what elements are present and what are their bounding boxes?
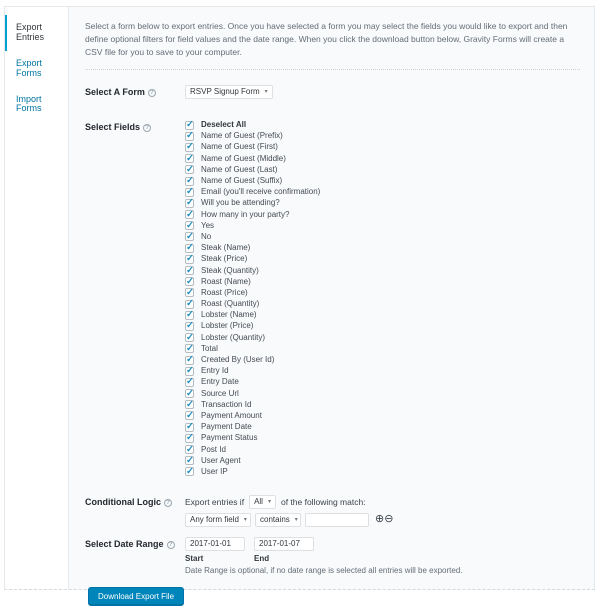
sidebar-tab-list [5,15,68,122]
field-checkbox-checked[interactable] [185,423,194,432]
field-row [185,466,320,477]
match-type-select[interactable] [249,495,276,509]
help-icon[interactable]: ? [164,499,172,507]
field-label: User Agent [201,455,241,465]
field-label: Lobster (Name) [201,310,257,320]
select-form-label-text: Select A Form [85,86,145,97]
field-row [185,410,320,421]
export-page-container [4,6,595,601]
deselect-all-label: Deselect All [201,120,247,130]
add-rule-icon[interactable]: ⊕ [375,513,385,526]
field-checkbox-checked[interactable] [185,311,194,320]
field-label: User IP [201,466,228,476]
field-checkbox-checked[interactable] [185,445,194,454]
field-row [185,142,320,153]
field-label: Payment Amount [201,410,262,420]
export-fields-list [185,120,320,478]
field-row [185,276,320,287]
field-row [185,175,320,186]
form-select-dropdown[interactable] [185,85,273,99]
field-checkbox-checked[interactable] [185,165,194,174]
field-checkbox-checked[interactable] [185,266,194,275]
select-form-row [85,85,580,99]
date-inputs [185,537,463,551]
field-label: Created By (User Id) [201,355,275,365]
conditional-logic-row [85,495,580,527]
field-label: Email (you'll receive confirmation) [201,187,321,197]
field-row [185,399,320,410]
field-checkbox-checked[interactable] [185,400,194,409]
field-checkbox-checked[interactable] [185,434,194,443]
field-checkbox-checked[interactable] [185,232,194,241]
field-checkbox-checked[interactable] [185,199,194,208]
field-label: Steak (Price) [201,254,248,264]
filter-value-input[interactable] [305,513,369,527]
field-label: Steak (Name) [201,243,251,253]
deselect-all-row [185,120,320,131]
intro-text: Select a form below to export entries. Once you have selected a form you may select the fields you would like to export and then define optional filters for field values and the date range. When you click the download button below, Gravity Forms will create a CSV file for you to save to your computer. [85,21,568,58]
field-label: Post Id [201,444,226,454]
end-date-input[interactable] [254,537,314,551]
filter-operator-select[interactable] [255,513,301,527]
field-label: Name of Guest (Middle) [201,153,286,163]
field-label: Entry Date [201,377,239,387]
field-row [185,231,320,242]
field-row [185,220,320,231]
field-checkbox-checked[interactable] [185,132,194,141]
field-label: Name of Guest (Suffix) [201,176,283,186]
date-range-row [85,537,580,575]
field-label: Payment Date [201,422,252,432]
field-checkbox-checked[interactable] [185,467,194,476]
field-label: Transaction Id [201,399,252,409]
field-row [185,332,320,343]
help-icon[interactable]: ? [143,124,151,132]
field-row [185,265,320,276]
field-label: Roast (Name) [201,276,251,286]
filter-field-select[interactable] [185,513,251,527]
select-fields-label [85,120,185,132]
field-row [185,377,320,388]
field-row [185,366,320,377]
field-label: Steak (Quantity) [201,265,259,275]
field-checkbox-checked[interactable] [185,277,194,286]
section-divider [85,69,580,70]
chevron-down-icon: ▾ [243,517,247,524]
field-checkbox-checked[interactable] [185,344,194,353]
logic-suffix-text: of the following match: [280,496,366,507]
field-label: Lobster (Price) [201,321,254,331]
field-row [185,388,320,399]
field-label: Name of Guest (Last) [201,164,278,174]
chevron-down-icon: ▾ [264,89,268,96]
field-row [185,164,320,175]
field-checkbox-checked[interactable] [185,411,194,420]
field-row [185,243,320,254]
field-checkbox-checked[interactable] [185,356,194,365]
end-label: End [254,553,270,563]
logic-prefix-text: Export entries if [185,496,245,507]
field-row [185,299,320,310]
select-form-label [85,85,185,97]
field-label: Name of Guest (Prefix) [201,131,283,141]
field-checkbox-checked[interactable] [185,322,194,331]
field-label: Lobster (Quantity) [201,332,266,342]
logic-filter-line [185,513,393,527]
sidebar-tab-export-forms[interactable]: Export Forms [16,57,43,78]
field-label: Will you be attending? [201,198,280,208]
field-checkbox-checked[interactable] [185,143,194,152]
field-row [185,354,320,365]
field-label: Total [201,343,218,353]
field-label: No [201,231,212,241]
field-checkbox-checked[interactable] [185,244,194,253]
help-icon[interactable]: ? [148,89,156,97]
field-checkbox-checked[interactable] [185,333,194,342]
sidebar-tab-export-entries[interactable]: Export Entries [5,15,68,51]
field-row [185,455,320,466]
date-range-controls [185,537,463,575]
field-row [185,187,320,198]
field-checkbox-checked[interactable] [185,367,194,376]
field-row [185,433,320,444]
download-export-file-button[interactable]: Download Export File [88,587,184,606]
deselect-all-checkbox[interactable] [185,121,194,130]
date-range-note: Date Range is optional, if no date range is selected all entries will be exported. [185,565,463,575]
chevron-down-icon: ▾ [267,499,271,506]
help-icon[interactable]: ? [167,541,175,549]
field-label: Source Url [201,388,239,398]
conditional-logic-controls [185,495,393,527]
start-date-input[interactable] [185,537,245,551]
logic-match-line [185,495,393,509]
start-label: Start [185,553,204,563]
field-label: How many in your party? [201,209,290,219]
field-checkbox-checked[interactable] [185,188,194,197]
field-checkbox-checked[interactable] [185,300,194,309]
field-row [185,153,320,164]
field-row [185,343,320,354]
match-type-value: All [254,497,263,507]
field-checkbox-checked[interactable] [185,389,194,398]
remove-rule-icon[interactable]: ⊖ [384,513,394,526]
sidebar-tab-import-forms[interactable]: Import Forms [16,93,42,114]
settings-sidebar [5,7,69,589]
field-checkbox-checked[interactable] [185,210,194,219]
field-row [185,198,320,209]
field-checkbox-checked[interactable] [185,456,194,465]
conditional-logic-label-text: Conditional Logic [85,496,161,507]
date-sublabels [185,554,463,563]
field-checkbox-checked[interactable] [185,154,194,163]
form-select-value: RSVP Signup Form [190,87,260,97]
field-checkbox-checked[interactable] [185,177,194,186]
conditional-logic-label [85,495,185,507]
date-range-label-text: Select Date Range [85,538,164,549]
field-label: Roast (Quantity) [201,299,260,309]
field-row [185,310,320,321]
field-checkbox-checked[interactable] [185,255,194,264]
field-row [185,321,320,332]
field-checkbox-checked[interactable] [185,221,194,230]
field-row [185,444,320,455]
select-fields-label-text: Select Fields [85,121,141,132]
field-row [185,131,320,142]
field-label: Roast (Price) [201,287,248,297]
field-row [185,254,320,265]
field-label: Entry Id [201,366,229,376]
filter-field-value: Any form field [190,515,239,525]
field-label: Yes [201,220,215,230]
field-row [185,287,320,298]
export-entries-panel [70,7,594,601]
field-checkbox-checked[interactable] [185,288,194,297]
field-label: Name of Guest (First) [201,142,278,152]
chevron-down-icon: ▾ [294,517,298,524]
field-label: Payment Status [201,433,258,443]
date-range-label [85,537,185,549]
field-row [185,209,320,220]
select-fields-row [85,120,580,478]
logic-rule-actions [375,514,393,525]
field-row [185,422,320,433]
filter-operator-value: contains [260,515,290,525]
field-checkbox-checked[interactable] [185,378,194,387]
